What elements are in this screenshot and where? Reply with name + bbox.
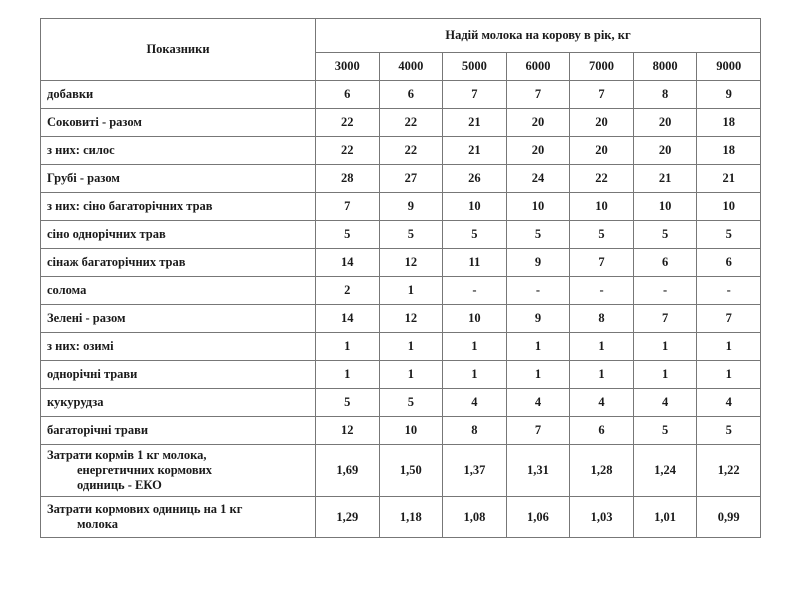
table-cell: 21 [633, 165, 697, 193]
year-header: 3000 [316, 53, 380, 81]
table-cell: 6 [633, 249, 697, 277]
table-cell: 1 [697, 333, 761, 361]
row-label: Зелені - разом [41, 305, 316, 333]
table-cell: 1 [697, 361, 761, 389]
table-cell: 14 [316, 305, 380, 333]
table-row [41, 137, 761, 165]
table-cell: 10 [379, 417, 443, 445]
table-cell: 4 [443, 389, 507, 417]
table-cell: 20 [570, 137, 634, 165]
table-cell: 9 [379, 193, 443, 221]
row-label: з них: озимі [41, 333, 316, 361]
table-cell: 5 [379, 221, 443, 249]
table-cell: 5 [570, 221, 634, 249]
row-label: однорічні трави [41, 361, 316, 389]
table-cell: 12 [379, 305, 443, 333]
table-cell: 7 [316, 193, 380, 221]
table-cell: 22 [316, 109, 380, 137]
table-cell: 20 [633, 137, 697, 165]
table-cell: 4 [570, 389, 634, 417]
table-cell: 24 [506, 165, 570, 193]
table-cell: 21 [697, 165, 761, 193]
table-cell: - [443, 277, 507, 305]
table-cell: 1 [443, 361, 507, 389]
row-label [41, 445, 316, 497]
table-cell: 1,18 [379, 497, 443, 538]
table-cell: 7 [443, 81, 507, 109]
table-cell: 20 [506, 109, 570, 137]
row-label: добавки [41, 81, 316, 109]
table-cell: 7 [506, 81, 570, 109]
feed-ration-table [40, 18, 761, 538]
table-cell: 1,01 [633, 497, 697, 538]
table-row [41, 361, 761, 389]
table-header-row [41, 19, 761, 53]
table-row [41, 389, 761, 417]
row-label: кукурудза [41, 389, 316, 417]
table-cell: 2 [316, 277, 380, 305]
table-cell: 11 [443, 249, 507, 277]
table-cell: 1,03 [570, 497, 634, 538]
row-label: сіно однорічних трав [41, 221, 316, 249]
table-row-feed-cost [41, 445, 761, 497]
table-row [41, 109, 761, 137]
table-cell: 27 [379, 165, 443, 193]
table-cell: 5 [633, 417, 697, 445]
row-label: сінаж багаторічних трав [41, 249, 316, 277]
table-cell: 10 [443, 305, 507, 333]
table-cell: 18 [697, 109, 761, 137]
table-row [41, 249, 761, 277]
table-cell: 10 [506, 193, 570, 221]
table-cell: 1 [633, 361, 697, 389]
row-label-line: одиниць - ЕКО [77, 478, 162, 492]
table-cell: 12 [316, 417, 380, 445]
table-cell: 5 [316, 389, 380, 417]
row-label: Соковиті - разом [41, 109, 316, 137]
table-cell: 5 [316, 221, 380, 249]
table-cell: 21 [443, 109, 507, 137]
table-row [41, 333, 761, 361]
table-cell: 1 [633, 333, 697, 361]
table-cell: 1,37 [443, 445, 507, 497]
table-row [41, 305, 761, 333]
table-cell: 6 [570, 417, 634, 445]
year-header: 4000 [379, 53, 443, 81]
table-cell: 6 [316, 81, 380, 109]
table-cell: 7 [697, 305, 761, 333]
table-cell: 22 [379, 109, 443, 137]
row-label: з них: силос [41, 137, 316, 165]
row-label: солома [41, 277, 316, 305]
table-cell: 1 [570, 361, 634, 389]
year-header: 6000 [506, 53, 570, 81]
table-cell: 1,50 [379, 445, 443, 497]
table-cell: 1 [443, 333, 507, 361]
table-cell: - [633, 277, 697, 305]
row-label [41, 497, 316, 538]
table-cell: - [697, 277, 761, 305]
table-row [41, 193, 761, 221]
table-cell: 6 [697, 249, 761, 277]
table-row [41, 221, 761, 249]
table-cell: 26 [443, 165, 507, 193]
table-cell: 21 [443, 137, 507, 165]
table-cell: 1,22 [697, 445, 761, 497]
table-cell: 14 [316, 249, 380, 277]
table-cell: 1,06 [506, 497, 570, 538]
row-label-line: Затрати кормових одиниць на 1 кг [47, 502, 243, 516]
table-cell: 5 [379, 389, 443, 417]
table-cell: 10 [633, 193, 697, 221]
table-cell: 1,31 [506, 445, 570, 497]
table-cell: 9 [506, 249, 570, 277]
table-cell: 5 [697, 417, 761, 445]
row-label: Грубі - разом [41, 165, 316, 193]
row-label: багаторічні трави [41, 417, 316, 445]
table-cell: 1 [379, 333, 443, 361]
table-cell: 1 [316, 361, 380, 389]
year-header: 8000 [633, 53, 697, 81]
table-cell: 22 [316, 137, 380, 165]
table-cell: 4 [697, 389, 761, 417]
table-cell: 5 [697, 221, 761, 249]
year-header: 7000 [570, 53, 634, 81]
table-cell: 7 [570, 249, 634, 277]
table-row [41, 165, 761, 193]
row-label-line: Затрати кормів 1 кг молока, [47, 448, 207, 462]
table-row [41, 277, 761, 305]
table-cell: 1,29 [316, 497, 380, 538]
table-cell: 5 [443, 221, 507, 249]
table-cell: 5 [633, 221, 697, 249]
table-cell: 1 [570, 333, 634, 361]
table-cell: 1,28 [570, 445, 634, 497]
table-cell: 0,99 [697, 497, 761, 538]
table-cell: 7 [633, 305, 697, 333]
row-label-line: молока [77, 517, 118, 531]
table-cell: 12 [379, 249, 443, 277]
table-cell: 28 [316, 165, 380, 193]
table-cell: 10 [443, 193, 507, 221]
table-cell: 20 [506, 137, 570, 165]
table-cell: 1 [506, 333, 570, 361]
table-cell: 8 [443, 417, 507, 445]
table-cell: 10 [570, 193, 634, 221]
table-cell: 6 [379, 81, 443, 109]
table-cell: 22 [379, 137, 443, 165]
table-cell: 1 [379, 361, 443, 389]
table-cell: 8 [633, 81, 697, 109]
table-cell: 4 [633, 389, 697, 417]
table-cell: 7 [506, 417, 570, 445]
table-cell: 1 [379, 277, 443, 305]
row-label: з них: сіно багаторічних трав [41, 193, 316, 221]
table-cell: 1 [316, 333, 380, 361]
year-header: 9000 [697, 53, 761, 81]
table-cell: 9 [697, 81, 761, 109]
table-cell: 4 [506, 389, 570, 417]
milk-yield-header: Надій молока на корову в рік, кг [316, 19, 761, 53]
table-cell: 1,69 [316, 445, 380, 497]
table-row [41, 417, 761, 445]
table-cell: - [506, 277, 570, 305]
table-cell: 5 [506, 221, 570, 249]
table-cell: 1 [506, 361, 570, 389]
table-row-unit-cost [41, 497, 761, 538]
table-cell: - [570, 277, 634, 305]
table-cell: 1,08 [443, 497, 507, 538]
table-cell: 8 [570, 305, 634, 333]
table-cell: 18 [697, 137, 761, 165]
row-label-line: енергетичних кормових [77, 463, 213, 477]
table-cell: 7 [570, 81, 634, 109]
table-cell: 9 [506, 305, 570, 333]
table-cell: 22 [570, 165, 634, 193]
year-header: 5000 [443, 53, 507, 81]
table-cell: 20 [633, 109, 697, 137]
table-cell: 1,24 [633, 445, 697, 497]
table-cell: 10 [697, 193, 761, 221]
indicator-header: Показники [41, 19, 316, 81]
table-cell: 20 [570, 109, 634, 137]
table-row [41, 81, 761, 109]
